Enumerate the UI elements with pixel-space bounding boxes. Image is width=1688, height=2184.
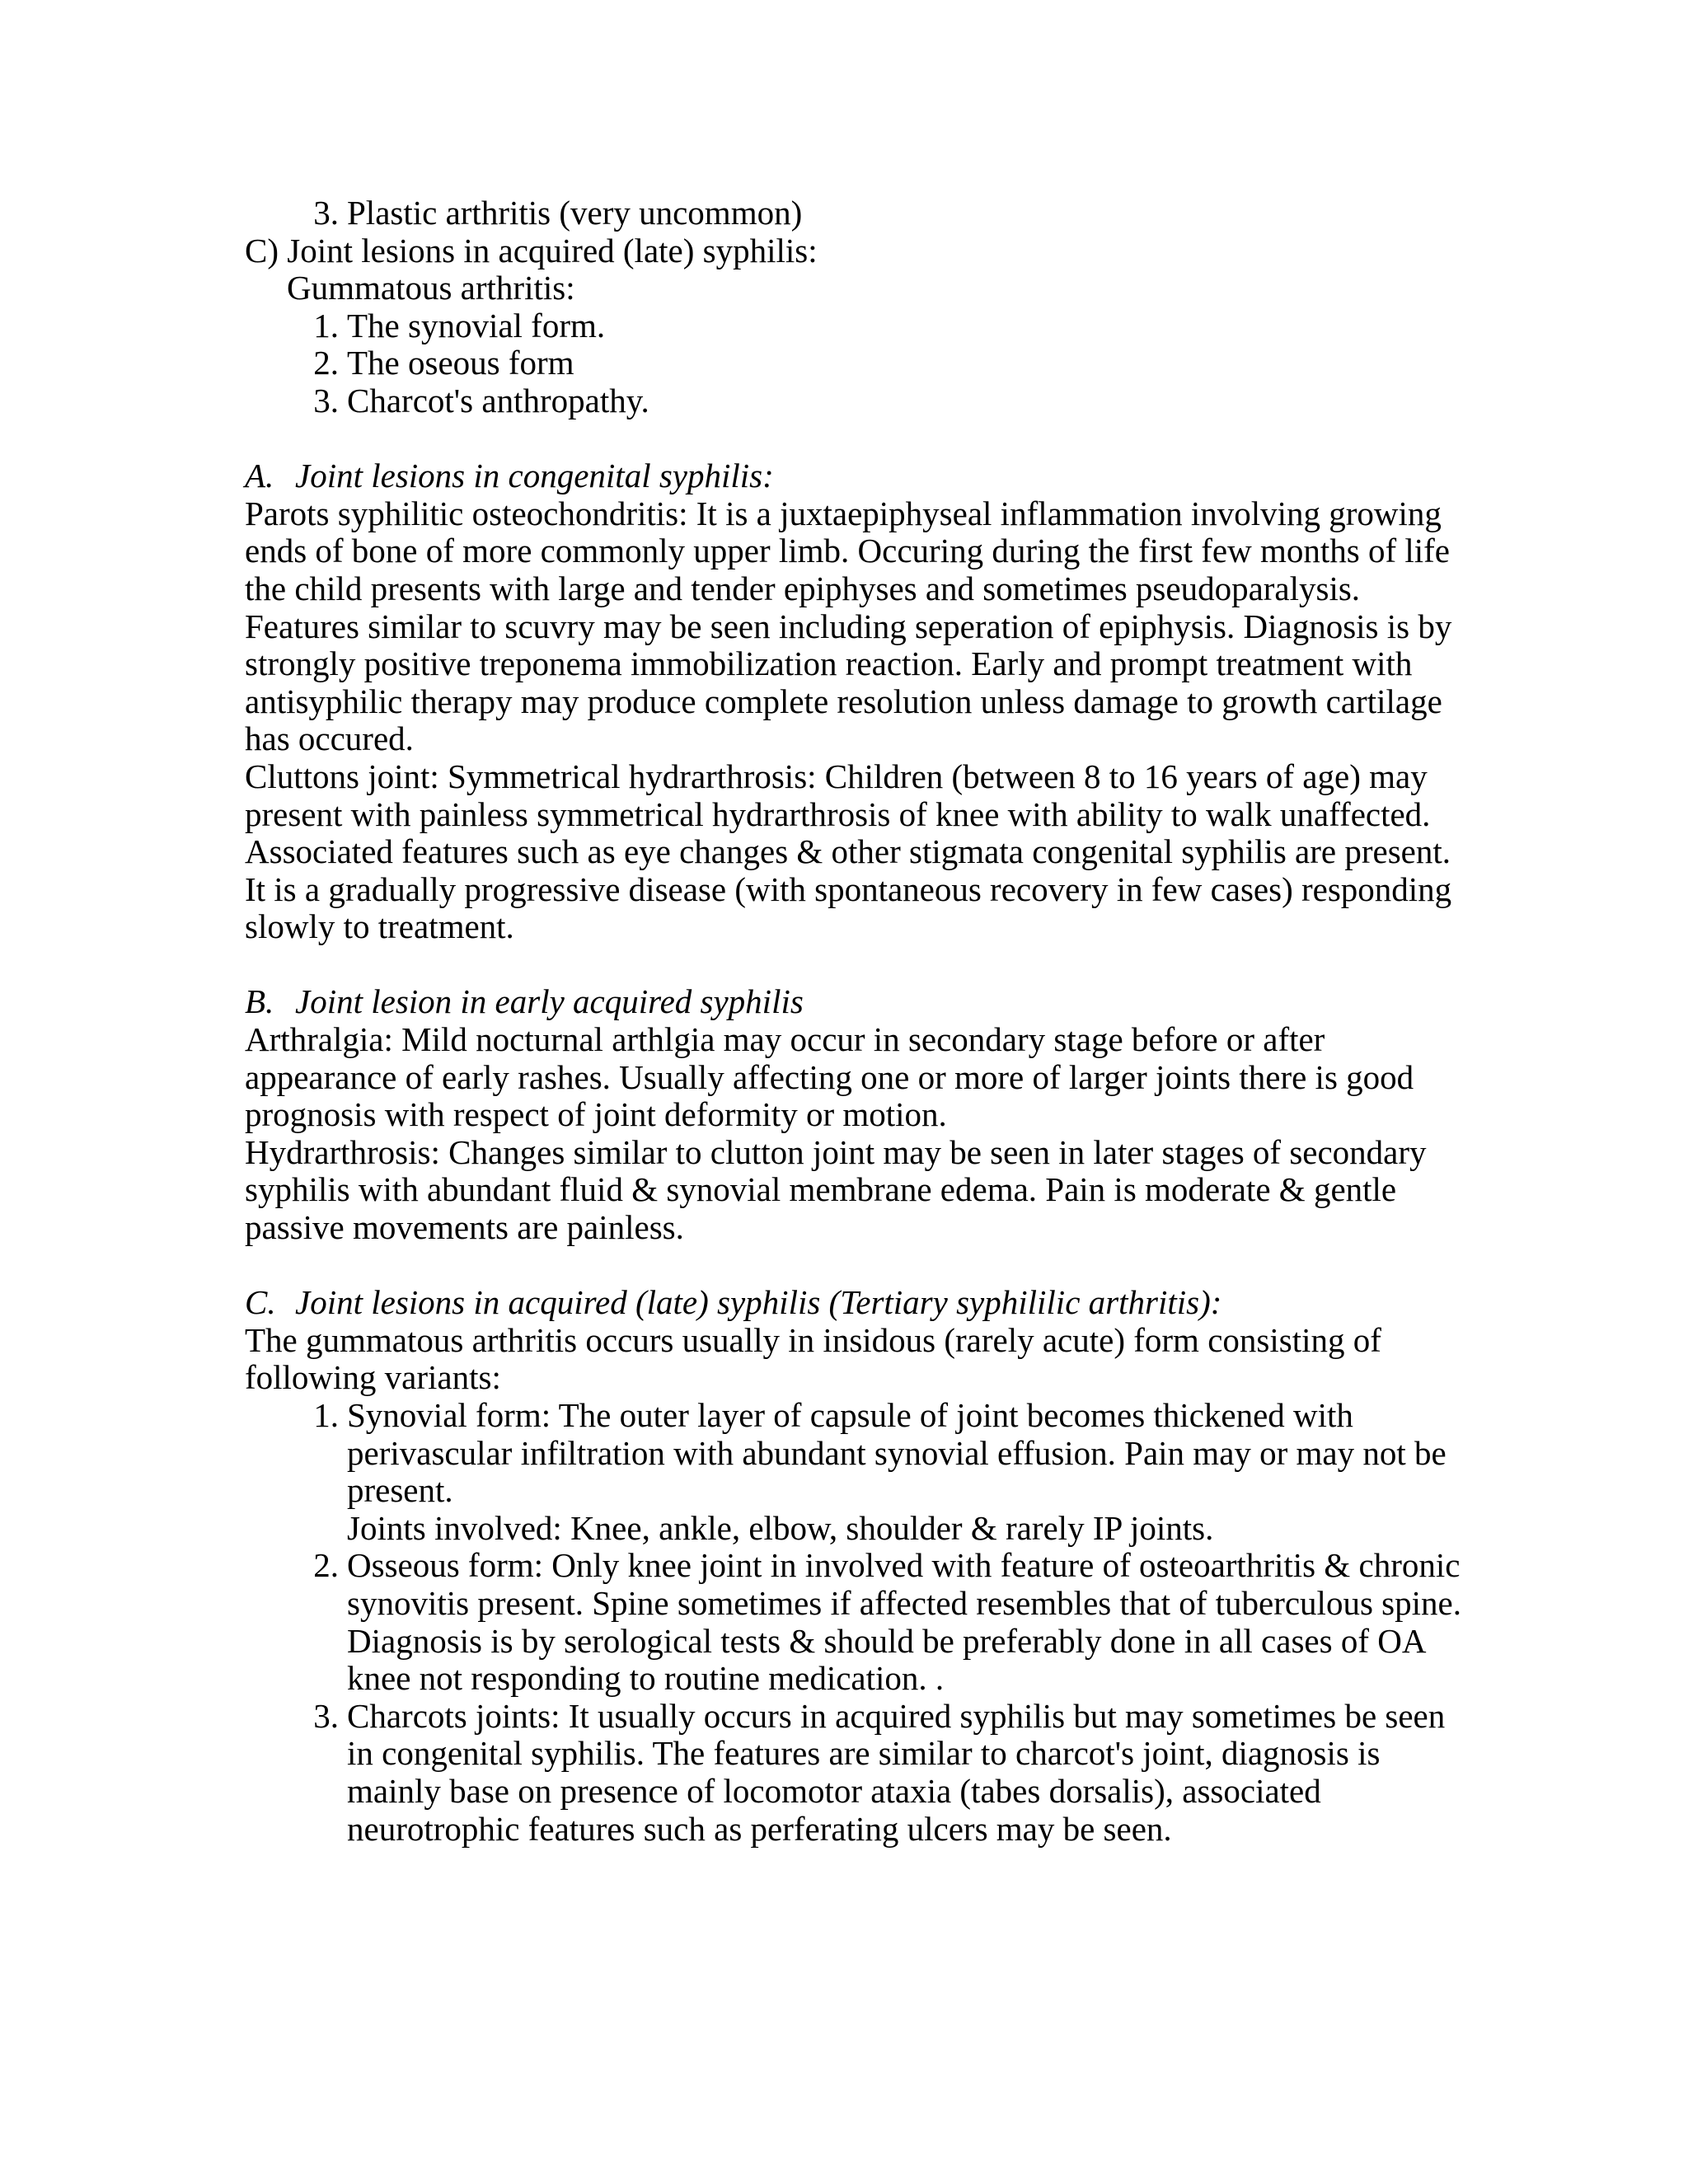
- section-heading-text: Joint lesions in acquired (late) syphilis (Tertiary syphililic arthritis):: [295, 1283, 1222, 1322]
- paragraph-line: in congenital syphilis. The features are similar to charcot's joint, diagnosis is: [347, 1734, 1381, 1773]
- paragraph-line: Charcots joints: It usually occurs in acquired syphilis but may sometimes be seen: [347, 1696, 1446, 1735]
- paragraph-line: appearance of early rashes. Usually affecting one or more of larger joints there is good: [245, 1057, 1414, 1096]
- variant-item-charcots: [288, 1698, 1465, 1848]
- paragraph-line: prognosis with respect of joint deformity or motion.: [245, 1095, 947, 1134]
- paragraph-line: Cluttons joint: Symmetrical hydrarthrosis: Children (between 8 to 16 years of age) may: [245, 757, 1428, 795]
- list-text: The synovial form.: [347, 306, 606, 344]
- paragraph-line: syphilis with abundant fluid & synovial membrane edema. Pain is moderate & gentle: [245, 1170, 1397, 1209]
- paragraph-line: ends of bone of more commonly upper limb. Occuring during the first few months of life: [245, 532, 1451, 570]
- list-number: 2.: [313, 344, 339, 382]
- list-item: [288, 194, 1465, 232]
- section-c-intro: [245, 1322, 1465, 1397]
- list-number: 3.: [313, 1696, 339, 1735]
- list-number: 1.: [313, 306, 339, 344]
- paragraph-line: Features similar to scuvry may be seen including seperation of epiphysis. Diagnosis is by: [245, 607, 1452, 645]
- section-c-heading: [245, 1284, 1465, 1322]
- section-b-body: [245, 1021, 1465, 1247]
- section-heading-text: Joint lesions in congenital syphilis:: [295, 457, 774, 495]
- section-letter: A.: [245, 457, 274, 495]
- paragraph-line: Parots syphilitic osteochondritis: It is a juxtaepiphyseal inflammation involving growing: [245, 494, 1442, 532]
- paragraph-line: mainly base on presence of locomotor ataxia (tabes dorsalis), associated: [347, 1771, 1321, 1810]
- list-text: The oseous form: [347, 344, 574, 382]
- paragraph-line: slowly to treatment.: [245, 907, 514, 946]
- section-a-body: [245, 495, 1465, 946]
- paragraph-line: Associated features such as eye changes & other stigmata congenital syphilis are present.: [245, 832, 1451, 871]
- paragraph-line: Synovial form: The outer layer of capsule of joint becomes thickened with: [347, 1396, 1353, 1434]
- paragraph-line: synovitis present. Spine sometimes if affected resembles that of tuberculous spine.: [347, 1583, 1461, 1622]
- paragraph-line: Arthralgia: Mild nocturnal arthlgia may occur in secondary stage before or after: [245, 1020, 1325, 1059]
- paragraph-line: It is a gradually progressive disease (with spontaneous recovery in few cases) responding: [245, 869, 1452, 908]
- paragraph-line: present with painless symmetrical hydrarthrosis of knee with ability to walk unaffected.: [245, 794, 1431, 833]
- paragraph-line: antisyphilic therapy may produce complete resolution unless damage to growth cartilage: [245, 682, 1442, 720]
- paragraph-line: has occured.: [245, 719, 414, 758]
- paragraph-line: Diagnosis is by serological tests & should be preferably done in all cases of OA: [347, 1621, 1427, 1660]
- list-text: Plastic arthritis (very uncommon): [347, 194, 803, 232]
- paragraph-line: perivascular infiltration with abundant synovial effusion. Pain may or may not be: [347, 1433, 1447, 1472]
- list-item: [288, 382, 1465, 420]
- paragraph-line: Osseous form: Only knee joint in involved with feature of osteoarthritis & chronic: [347, 1546, 1461, 1585]
- paragraph-line: neurotrophic features such as perferating ulcers may be seen.: [347, 1809, 1172, 1848]
- section-a-heading: [245, 457, 1465, 495]
- paragraph-line: strongly positive treponema immobilization reaction. Early and prompt treatment with: [245, 644, 1413, 683]
- paragraph-line: following variants:: [245, 1358, 501, 1397]
- variant-item-synovial: [288, 1397, 1465, 1547]
- list-number: 2.: [313, 1546, 339, 1585]
- list-number: 3.: [313, 194, 339, 232]
- top-list: [245, 194, 1465, 232]
- list-number: 1.: [313, 1396, 339, 1434]
- list-item-body: [347, 1698, 1445, 1848]
- outline-c-subtitle: Gummatous arthritis:: [287, 269, 575, 307]
- paragraph-line: Hydrarthrosis: Changes similar to clutton joint may be seen in later stages of secondary: [245, 1132, 1427, 1171]
- section-b-heading: [245, 983, 1465, 1021]
- paragraph-line: The gummatous arthritis occurs usually in insidous (rarely acute) form consisting of: [245, 1320, 1381, 1359]
- list-item: [288, 344, 1465, 382]
- spacer: [245, 420, 1465, 458]
- paragraph-line: Joints involved: Knee, ankle, elbow, shoulder & rarely IP joints.: [347, 1508, 1214, 1547]
- paragraph-line: knee not responding to routine medication. .: [347, 1659, 945, 1698]
- spacer: [245, 1247, 1465, 1285]
- variant-item-osseous: [288, 1547, 1465, 1697]
- list-number: 3.: [313, 381, 339, 419]
- list-item-body: [347, 1547, 1461, 1697]
- section-letter: B.: [245, 982, 274, 1021]
- outline-c-title: C) Joint lesions in acquired (late) syphilis:: [245, 231, 818, 269]
- list-item: [288, 307, 1465, 345]
- list-item-body: [347, 1397, 1447, 1547]
- page-content: [245, 194, 1465, 1848]
- paragraph-line: the child presents with large and tender epiphyses and sometimes pseudoparalysis.: [245, 569, 1361, 607]
- section-heading-text: Joint lesion in early acquired syphilis: [295, 982, 804, 1021]
- paragraph-line: passive movements are painless.: [245, 1208, 684, 1247]
- outline-c-list: [245, 307, 1465, 420]
- paragraph-line: present.: [347, 1471, 453, 1510]
- section-letter: C.: [245, 1283, 276, 1322]
- list-text: Charcot's anthropathy.: [347, 381, 649, 419]
- spacer: [245, 946, 1465, 984]
